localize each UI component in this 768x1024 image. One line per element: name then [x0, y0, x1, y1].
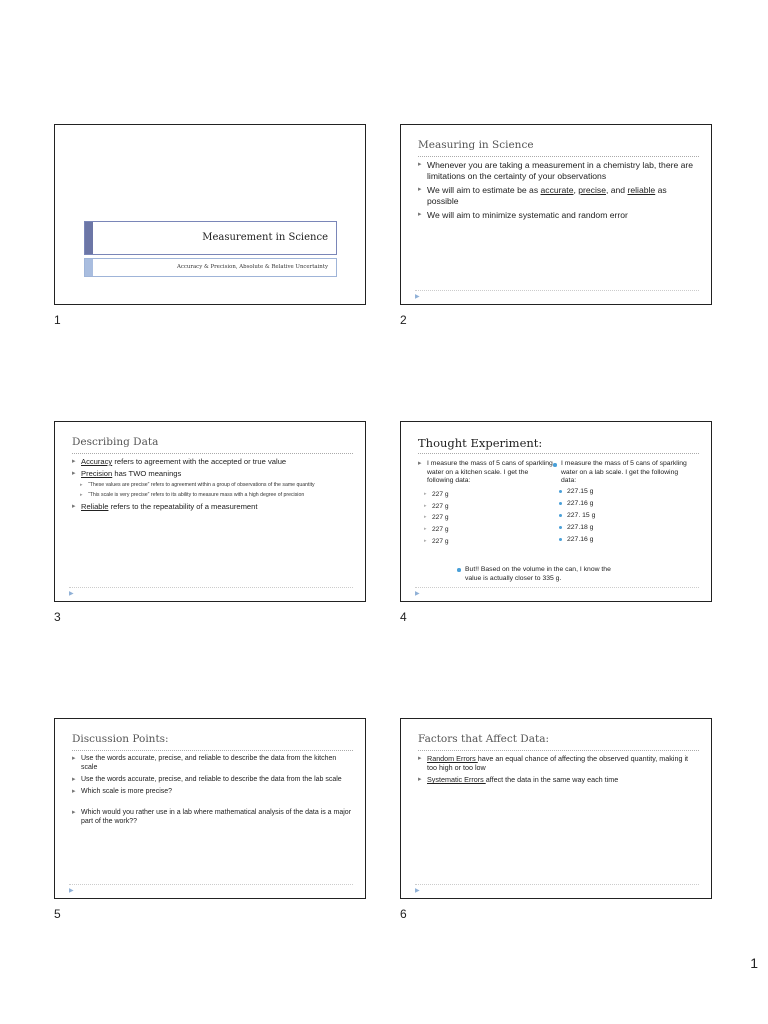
sub-bullet: ▸ “This scale is very precise” refers to its ability to measure mass with a high degree of precision	[72, 492, 353, 499]
slide-title: Describing Data	[72, 436, 159, 448]
kitchen-value: ▸ 227 g	[418, 489, 553, 501]
title-divider	[72, 453, 353, 454]
bullet: ▸ Use the words accurate, precise, and reliable to describe the data from the lab scale	[72, 775, 353, 784]
bullet: ▸ Precision has TWO meanings	[72, 469, 353, 478]
slide-number-6: 6	[400, 907, 407, 921]
slide-3	[54, 421, 366, 602]
slide-body	[418, 754, 699, 787]
footer-arrow-icon: ▶	[415, 591, 420, 597]
right-column	[553, 460, 693, 546]
lab-value: 227.15 g	[553, 486, 693, 498]
slide-4	[400, 421, 712, 602]
bullet: ▸ Reliable refers to the repeatability of a measurement	[72, 502, 353, 511]
slide-title: Discussion Points:	[72, 733, 169, 745]
lab-value: 227. 15 g	[553, 510, 693, 522]
slide-body	[72, 457, 353, 514]
title-divider	[418, 453, 699, 454]
title-divider	[418, 750, 699, 751]
footer-arrow-icon: ▶	[69, 888, 74, 894]
title-box	[84, 221, 337, 255]
kitchen-value: ▸ 227 g	[418, 524, 553, 536]
slide-number-1: 1	[54, 313, 61, 327]
page-number: 1	[750, 955, 758, 971]
slide-number-2: 2	[400, 313, 407, 327]
bullet: ▸ Accuracy refers to agreement with the accepted or true value	[72, 457, 353, 466]
left-description: ▸ I measure the mass of 5 cans of sparkling water on a kitchen scale. I get the following data:	[418, 460, 553, 486]
kitchen-value: ▸ 227 g	[418, 512, 553, 524]
slide-subtitle: Accuracy & Precision, Absolute & Relative Uncertainty	[176, 264, 328, 270]
bullet: ▸ Use the words accurate, precise, and reliable to describe the data from the kitchen scale	[72, 754, 353, 772]
slide-number-4: 4	[400, 610, 407, 624]
note: But!! Based on the volume in the can, I know the value is actually closer to 335 g.	[457, 565, 625, 583]
bullet: ▸ Systematic Errors affect the data in the same way each time	[418, 775, 699, 784]
footer-divider	[69, 884, 353, 885]
footer-divider	[69, 587, 353, 588]
subtitle-box	[84, 258, 337, 277]
bullet: ▸ Whenever you are taking a measurement in a chemistry lab, there are limitations on the certainty of your observations	[418, 160, 699, 181]
slide-number-3: 3	[54, 610, 61, 624]
right-description: I measure the mass of 5 cans of sparkling water on a lab scale. I get the following data:	[553, 460, 693, 486]
bullet: ▸ Which scale is more precise?	[72, 787, 353, 796]
footer-divider	[415, 290, 699, 291]
slide-1	[54, 124, 366, 305]
slide-2	[400, 124, 712, 305]
sub-bullet: ▸ “These values are precise” refers to agreement within a group of observations of the same quantity	[72, 482, 353, 489]
slide-title: Factors that Affect Data:	[418, 733, 550, 745]
bullet: ▸ Which would you rather use in a lab where mathematical analysis of the data is a major part of the work??	[72, 808, 353, 826]
kitchen-value: ▸ 227 g	[418, 536, 553, 548]
slide-body	[72, 754, 353, 829]
lab-value: 227.16 g	[553, 498, 693, 510]
title-accent-bar	[85, 222, 93, 254]
slide-6	[400, 718, 712, 899]
lab-value: 227.18 g	[553, 522, 693, 534]
slide-5	[54, 718, 366, 899]
bullet: ▸ We will aim to estimate be as accurate, precise, and reliable as possible	[418, 185, 699, 206]
kitchen-value: ▸ 227 g	[418, 501, 553, 513]
footer-arrow-icon: ▶	[415, 294, 420, 300]
left-column	[418, 460, 553, 548]
title-divider	[72, 750, 353, 751]
slide-title: Thought Experiment:	[418, 436, 543, 450]
slide-title: Measurement in Science	[202, 232, 328, 243]
footer-divider	[415, 587, 699, 588]
slide-title: Measuring in Science	[418, 139, 534, 151]
slide-number-5: 5	[54, 907, 61, 921]
footer-arrow-icon: ▶	[69, 591, 74, 597]
lab-value: 227.16 g	[553, 534, 693, 546]
subtitle-accent-bar	[85, 259, 93, 276]
bullet: ▸ We will aim to minimize systematic and random error	[418, 210, 699, 221]
slide-body	[418, 160, 699, 225]
bullet: ▸ Random Errors have an equal chance of affecting the observed quantity, making it too high or too low	[418, 754, 699, 772]
footer-divider	[415, 884, 699, 885]
footer-arrow-icon: ▶	[415, 888, 420, 894]
title-divider	[418, 156, 699, 157]
